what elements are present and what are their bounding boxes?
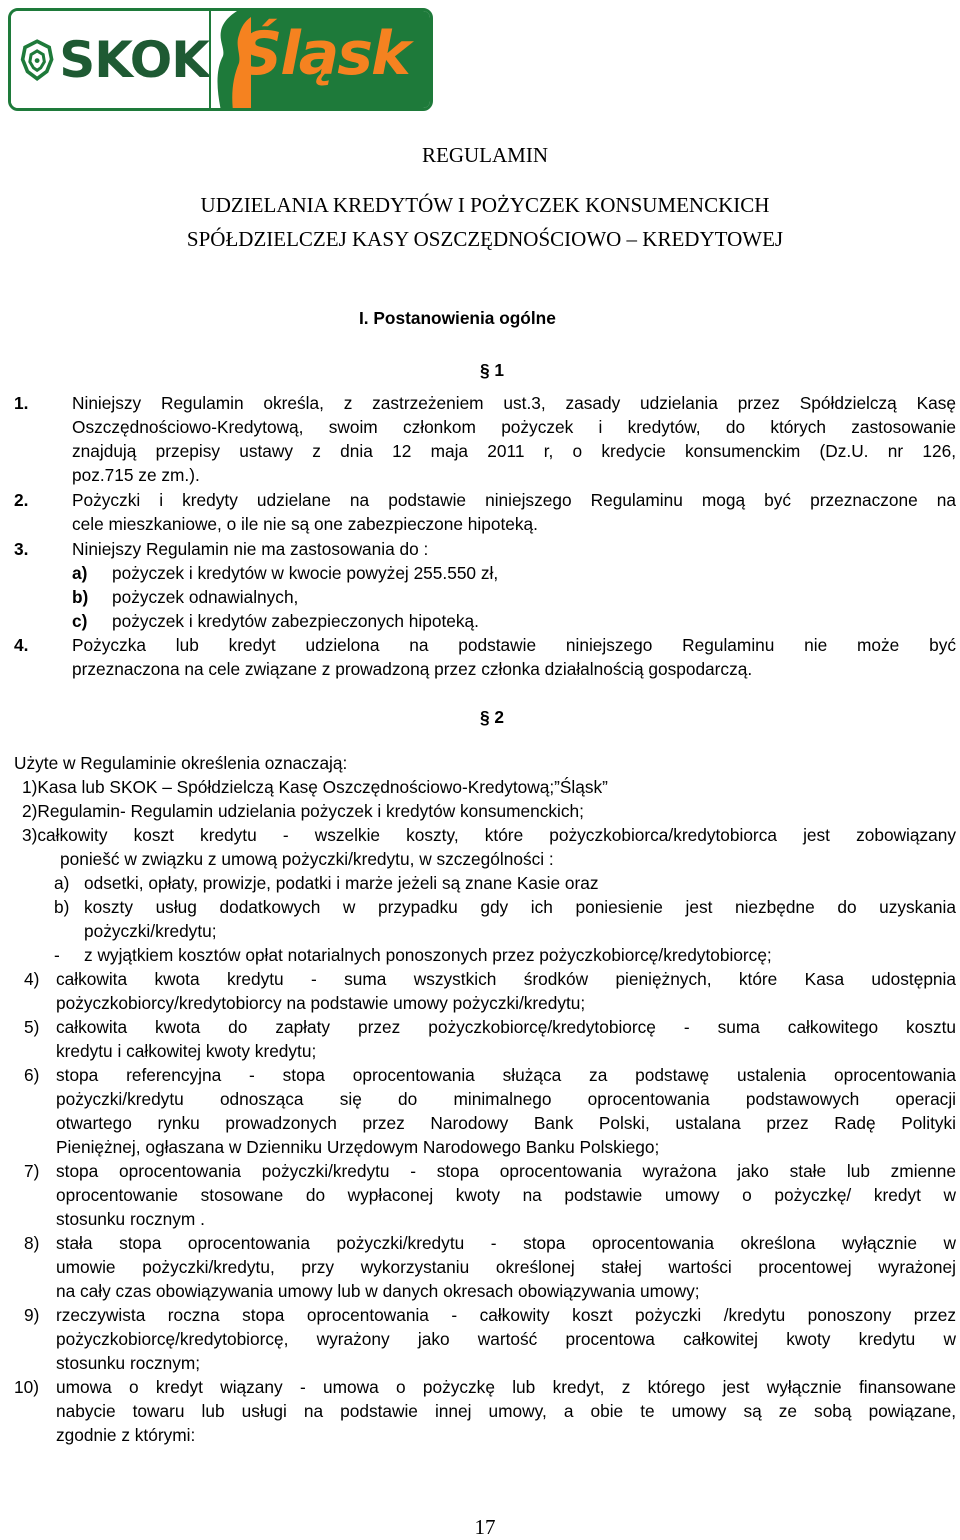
item-3-text: Niniejszy Regulamin nie ma zastosowania do : (72, 539, 429, 559)
item-4-number: 4. (14, 635, 29, 655)
logo-emblem-icon (19, 25, 55, 95)
definition-10-line-1: umowa o kredyt wiązany - umowa o pożyczkę lub kredyt, z którego jest wyłącznie finansowane (56, 1377, 956, 1397)
item-1-line-3: znajdują przepisy ustawy z dnia 12 maja 2011 r, o kredycie konsumenckim (Dz.U. nr 126, (72, 441, 956, 461)
item-3b-label: b) (72, 587, 89, 607)
definitions-intro: Użyte w Regulaminie określenia oznaczają: (14, 753, 348, 773)
definition-4-number: 4) (24, 969, 40, 989)
definition-3-dash-text: z wyjątkiem kosztów opłat notarialnych ponoszonych przez pożyczkobiorcę/kredytobiorcę; (84, 945, 772, 965)
definition-1: 1)Kasa lub SKOK – Spółdzielczą Kasę Oszczędnościowo-Kredytową;”Śląsk” (22, 777, 608, 797)
item-1-line-2: Oszczędnościowo-Kredytową, swoim członkom pożyczek i kredytów, do których zastosowanie (72, 417, 956, 437)
definition-9-line-3: stosunku rocznym; (56, 1353, 201, 1373)
definition-3b-line-2: pożyczki/kredytu; (84, 921, 217, 941)
definition-7-line-3: stosunku rocznym . (56, 1209, 205, 1229)
item-1-line-1: Niniejszy Regulamin określa, z zastrzeżeniem ust.3, zasady udzielania przez Spółdzielczą Kasę (72, 393, 956, 413)
section-1-heading: I. Postanowienia ogólne (359, 308, 556, 328)
skok-slask-logo (8, 8, 433, 111)
definition-6-number: 6) (24, 1065, 40, 1085)
item-3a-label: a) (72, 563, 88, 583)
definition-4-line-1: całkowita kwota kredytu - suma wszystkich środków pieniężnych, które Kasa udostępnia (56, 969, 956, 989)
definition-3-line-1: 3)całkowity koszt kredytu - wszelkie koszty, które pożyczkobiorca/kredytobiorca jest zobowiązany (22, 825, 956, 845)
definition-10-line-3: zgodnie z którymi: (56, 1425, 196, 1445)
definition-8-line-1: stała stopa oprocentowania pożyczki/kredytu - stopa oprocentowania określona wyłącznie w (56, 1233, 956, 1253)
logo-left-panel (11, 11, 209, 108)
definition-7-number: 7) (24, 1161, 40, 1181)
definition-3a-text: odsetki, opłaty, prowizje, podatki i marże jeżeli są znane Kasie oraz (84, 873, 599, 893)
item-2-number: 2. (14, 490, 29, 510)
definition-6-line-4: Pieniężnej, ogłaszana w Dzienniku Urzędowym Narodowego Banku Polskiego; (56, 1137, 660, 1157)
item-2-line-2: cele mieszkaniowe, o ile nie są one zabezpieczone hipoteką. (72, 514, 538, 534)
item-1-number: 1. (14, 393, 29, 413)
definition-8-line-2: umowie pożyczki/kredytu, przy wykorzystaniu określonej stałej wartości procentowej wyrażonej (56, 1257, 956, 1277)
paragraph-2-mark: § 2 (479, 707, 505, 727)
document-subtitle-line-2: SPÓŁDZIELCZEJ KASY OSZCZĘDNOŚCIOWO – KREDYTOWEJ (186, 227, 784, 251)
definition-5-line-2: kredytu i całkowitej kwoty kredytu; (56, 1041, 317, 1061)
item-3b-text: pożyczek odnawialnych, (112, 587, 299, 607)
definition-3b-label: b) (54, 897, 70, 917)
item-3a-text: pożyczek i kredytów w kwocie powyżej 255.550 zł, (112, 563, 499, 583)
item-3c-label: c) (72, 611, 88, 631)
definition-8-line-3: na cały czas obowiązywania umowy lub w danych okresach obowiązywania umowy; (56, 1281, 700, 1301)
item-4-line-1: Pożyczka lub kredyt udzielona na podstawie niniejszego Regulaminu nie może być (72, 635, 956, 655)
logo-right-panel (209, 11, 430, 108)
definition-6-line-1: stopa referencyjna - stopa oprocentowania służąca za podstawę ustalenia oprocentowania (56, 1065, 956, 1085)
definition-9-line-1: rzeczywista roczna stopa oprocentowania - całkowity koszt pożyczki /kredytu ponoszony przez (56, 1305, 956, 1325)
definition-5-number: 5) (24, 1017, 40, 1037)
paragraph-1-mark: § 1 (479, 360, 505, 380)
logo-slask-text: Śląsk (239, 19, 409, 89)
definition-7-line-1: stopa oprocentowania pożyczki/kredytu - stopa oprocentowania wyrażona jako stałe lub zmienne (56, 1161, 956, 1181)
definition-6-line-3: otwartego rynku prowadzonych przez Narodowy Bank Polski, ustalana przez Radę Polityki (56, 1113, 956, 1133)
definition-7-line-2: oprocentowanie stosowane do wypłaconej kwoty na podstawie umowy o pożyczkę/ kredyt w (56, 1185, 956, 1205)
definition-8-number: 8) (24, 1233, 40, 1253)
definition-3a-label: a) (54, 873, 70, 893)
item-3-number: 3. (14, 539, 29, 559)
definition-2: 2)Regulamin- Regulamin udzielania pożyczek i kredytów konsumenckich; (22, 801, 584, 821)
page-number: 17 (474, 1515, 496, 1539)
definition-9-line-2: pożyczkobiorcę/kredytobiorcę, wyrażony jako wartość procentowa całkowitej kwoty kredytu w (56, 1329, 956, 1349)
item-4-line-2: przeznaczona na cele związane z prowadzoną przez członka działalnością gospodarczą. (72, 659, 753, 679)
document-subtitle-line-1: UDZIELANIA KREDYTÓW I POŻYCZEK KONSUMENCKICH (200, 193, 770, 217)
logo-skok-text: SKOK (59, 30, 209, 89)
definition-3-line-2: poniešć w związku z umową pożyczki/kredytu, w szczególności : (60, 849, 554, 869)
definition-9-number: 9) (24, 1305, 40, 1325)
item-3c-text: pożyczek i kredytów zabezpieczonych hipoteką. (112, 611, 479, 631)
definition-4-line-2: pożyczkobiorcy/kredytobiorcy na podstawie umowy pożyczki/kredytu; (56, 993, 586, 1013)
definition-3-dash-label: - (54, 945, 60, 965)
definition-3b-line-1: koszty usług dodatkowych w przypadku gdy ich poniesienie jest niezbędne do uzyskania (84, 897, 956, 917)
definition-5-line-1: całkowita kwota do zapłaty przez pożyczkobiorcę/kredytobiorcę - suma całkowitego kosztu (56, 1017, 956, 1037)
item-1-line-4: poz.715 ze zm.). (72, 465, 200, 485)
definition-10-number: 10) (14, 1377, 39, 1397)
document-title: REGULAMIN (422, 143, 548, 167)
definition-6-line-2: pożyczki/kredytu odnosząca się do minimalnego oprocentowania podstawowych operacji (56, 1089, 956, 1109)
definition-10-line-2: nabycie towaru lub usługi na podstawie innej umowy, a obie te umowy są ze sobą powiązane, (56, 1401, 956, 1421)
item-2-line-1: Pożyczki i kredyty udzielane na podstawie niniejszego Regulaminu mogą być przeznaczone na (72, 490, 956, 510)
